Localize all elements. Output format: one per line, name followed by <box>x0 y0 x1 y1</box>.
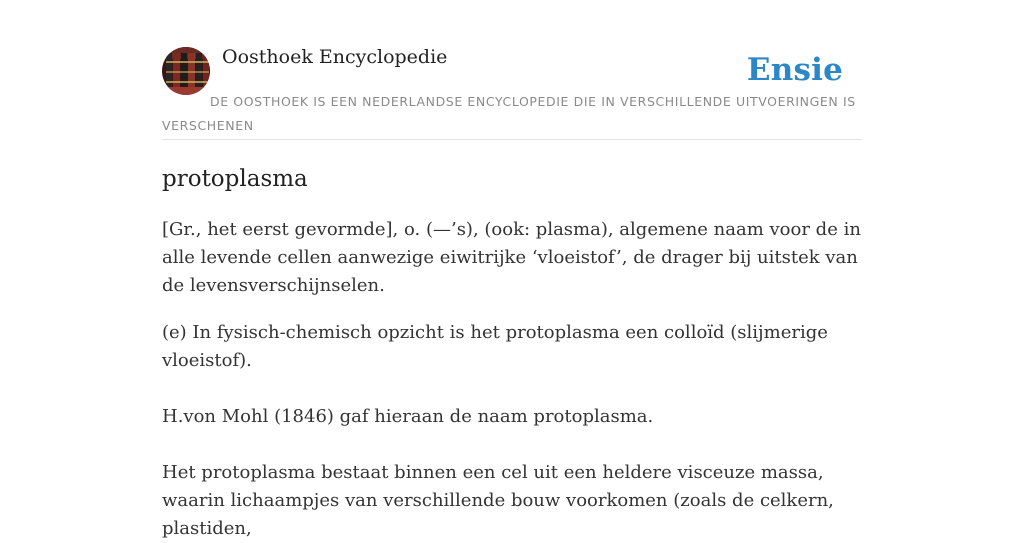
article-paragraph-1: [Gr., het eerst gevormde], o. (—’s), (ook: plasma), algemene naam voor de in alle levende cellen aanwezige eiwitrijke ‘vloeistof’, de drager bij uitstek van de levensverschijnselen. <box>162 219 861 296</box>
article-paragraph-4: Het protoplasma bestaat binnen een cel uit een heldere visceuze massa, waarin lichaampjes van verschillende bouw voorkomen (zoals de celkern, plastiden, <box>162 462 834 539</box>
site-tagline: DE OOSTHOEK IS EEN NEDERLANDSE ENCYCLOPEDIE DIE IN VERSCHILLENDE UITVOERINGEN IS VERSCHENEN <box>162 94 856 133</box>
article-paragraph-2: (e) In fysisch-chemisch opzicht is het protoplasma een colloïd (slijmerige vloeistof). <box>162 322 828 371</box>
site-name[interactable]: Oosthoek Encyclopedie <box>222 46 448 68</box>
site-logo-avatar[interactable] <box>162 47 210 95</box>
article-title: protoplasma <box>162 166 308 192</box>
page-container <box>162 0 862 543</box>
site-header <box>162 0 862 140</box>
article-paragraph-3: H.von Mohl (1846) gaf hieraan de naam protoplasma. <box>162 406 654 427</box>
brand-logo[interactable]: Ensie <box>746 52 843 88</box>
book-spines-icon <box>162 47 210 95</box>
